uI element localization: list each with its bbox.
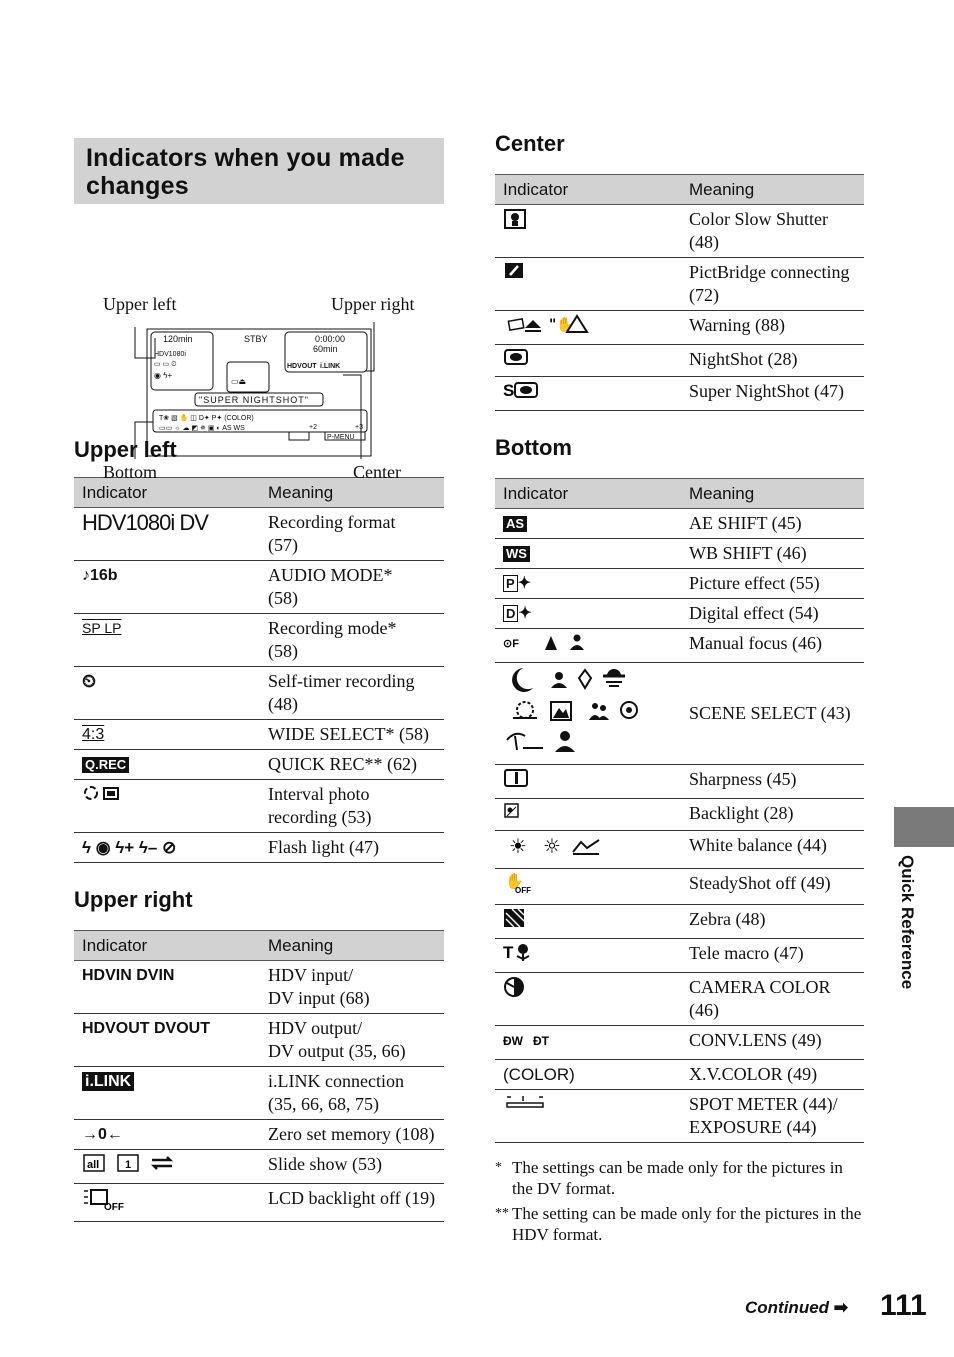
table-row — [495, 539, 864, 569]
backlight-icon — [495, 799, 681, 831]
table-row: (COLOR) X.V.COLOR (49) — [495, 1060, 864, 1090]
table-cell-meaning: Flash light (47) — [260, 833, 444, 863]
svg-text:T❀ ▧ ✋ ◫ D✦ P✦ (COLOR): T❀ ▧ ✋ ◫ D✦ P✦ (COLOR) — [159, 415, 254, 422]
sharpness-icon — [495, 765, 681, 799]
continued-link[interactable] — [745, 1298, 848, 1318]
self-timer-icon: ⏲ — [74, 667, 260, 720]
continued-label: Continued — [745, 1298, 830, 1317]
table-cell-meaning: Sharpness (45) — [681, 765, 864, 799]
diagram-label-bottom: Bottom — [103, 462, 158, 482]
svg-text:S: S — [503, 381, 515, 400]
table-cell-meaning: Tele macro (47) — [681, 939, 864, 973]
svg-text:☼: ☼ — [543, 834, 561, 858]
table-row — [495, 799, 864, 831]
svg-text:⊙F: ⊙F — [503, 638, 519, 650]
table-cell-meaning: SCENE SELECT (43) — [681, 663, 864, 765]
diagram-counter-text: 0:00:00 — [315, 334, 346, 344]
table-row — [74, 833, 444, 863]
table-cell-meaning: Interval photo recording (53) — [260, 780, 444, 833]
zero-set-memory-icon: →0← — [74, 1120, 260, 1150]
table-cell-meaning: i.LINK connection (35, 66, 68, 75) — [260, 1067, 444, 1120]
camera-color-icon — [495, 973, 681, 1026]
page-number: 111 — [880, 1289, 927, 1322]
table-cell-meaning: Recording format (57) — [260, 508, 444, 561]
table-row — [495, 1026, 864, 1060]
table-cell-meaning: SPOT METER (44)/ EXPOSURE (44) — [681, 1090, 864, 1143]
header-indicator: Indicator — [74, 478, 260, 508]
svg-text:✋: ✋ — [505, 872, 524, 890]
table-row: P ✦ Picture effect (55) — [495, 569, 864, 599]
wide-select-icon: 4:3 — [74, 720, 260, 750]
bottom-table — [495, 478, 864, 1143]
scene-select-icons — [495, 663, 681, 765]
table-row — [495, 973, 864, 1026]
hdv-dv-output-icon: HDVOUT DVOUT — [74, 1014, 260, 1067]
table-cell-meaning: Manual focus (46) — [681, 629, 864, 663]
hdv-dv-input-icon: HDVIN DVIN — [74, 961, 260, 1014]
super-nightshot-icon — [495, 377, 681, 411]
table-row — [74, 780, 444, 833]
svg-text:OFF: OFF — [104, 1202, 124, 1211]
zebra-icon — [495, 905, 681, 939]
ae-shift-icon: AS — [503, 516, 527, 532]
table-row — [74, 614, 444, 667]
footnote-text: The setting can be made only for the pictures in the HDV format. — [512, 1204, 862, 1244]
table-row — [495, 905, 864, 939]
diagram-stby-text: STBY — [244, 334, 268, 344]
table-row — [495, 377, 864, 411]
table-row — [74, 720, 444, 750]
table-cell-meaning: PictBridge connecting (72) — [681, 258, 864, 311]
svg-text:ĐW: ĐW — [503, 1034, 523, 1048]
nightshot-icon — [495, 345, 681, 377]
table-row — [74, 508, 444, 561]
table-cell-meaning: Backlight (28) — [681, 799, 864, 831]
slide-show-icons — [74, 1150, 260, 1184]
diagram-ilink-text: i.LINK — [320, 363, 341, 370]
xv-color-icon: COLOR — [508, 1065, 570, 1084]
table-row: D ✦ Digital effect (54) — [495, 599, 864, 629]
table-row — [74, 667, 444, 720]
right-column — [495, 128, 864, 1249]
wb-shift-icon: WS — [503, 546, 530, 562]
svg-text:◉ ϟ+: ◉ ϟ+ — [154, 371, 173, 380]
upper-right-table — [74, 930, 444, 1222]
main-heading: Indicators when you made changes — [74, 138, 444, 204]
lcd-diagram — [74, 204, 444, 482]
table-row — [495, 205, 864, 258]
table-cell-meaning: HDV input/ DV input (68) — [260, 961, 444, 1014]
table-row — [74, 1184, 444, 1222]
header-indicator: Indicator — [495, 479, 681, 509]
svg-text:☀: ☀ — [509, 834, 527, 858]
diagram-ae-value: +2 — [309, 424, 317, 431]
table-row — [74, 1014, 444, 1067]
footnotes — [495, 1157, 864, 1245]
upper-left-table — [74, 477, 444, 863]
table-row — [495, 311, 864, 345]
table-cell-meaning: Self-timer recording (48) — [260, 667, 444, 720]
table-row — [74, 750, 444, 780]
lcd-backlight-off-icon — [74, 1184, 260, 1222]
table-row — [495, 663, 864, 765]
diagram-battery-text: 120min — [163, 334, 193, 344]
recording-mode-icon: SP LP — [74, 614, 260, 667]
table-cell-meaning: X.V.COLOR (49) — [681, 1060, 864, 1090]
header-meaning: Meaning — [681, 175, 864, 205]
table-cell-meaning: HDV output/ DV output (35, 66) — [260, 1014, 444, 1067]
footnote-text: The settings can be made only for the pictures in the DV format. — [512, 1158, 843, 1198]
table-row — [74, 961, 444, 1014]
center-table — [495, 174, 864, 411]
table-row — [495, 345, 864, 377]
footnote-mark: * — [495, 1160, 502, 1175]
table-row — [74, 1120, 444, 1150]
svg-text:OFF: OFF — [515, 886, 531, 894]
table-cell-meaning: SteadyShot off (49) — [681, 869, 864, 905]
svg-text:ĐT: ĐT — [533, 1034, 549, 1048]
table-cell-meaning: Recording mode* (58) — [260, 614, 444, 667]
flash-light-icons: ϟ ◉ ϟ+ ϟ– ⊘ — [74, 833, 260, 863]
table-cell-meaning: AE SHIFT (45) — [681, 509, 864, 539]
steadyshot-off-icon — [495, 869, 681, 905]
header-meaning: Meaning — [260, 478, 444, 508]
quick-reference-label-wrap — [896, 855, 920, 1005]
table-row — [495, 1090, 864, 1143]
table-cell-meaning: Slide show (53) — [260, 1150, 444, 1184]
footnote — [495, 1203, 864, 1245]
arrow-right-icon: ➡ — [833, 1298, 849, 1317]
digital-effect-icon: D — [503, 605, 518, 622]
manual-focus-icons — [495, 629, 681, 663]
table-row — [495, 831, 864, 869]
table-cell-meaning: Color Slow Shutter (48) — [681, 205, 864, 258]
table-cell-meaning: CAMERA COLOR (46) — [681, 973, 864, 1026]
header-meaning: Meaning — [260, 931, 444, 961]
header-indicator: Indicator — [74, 931, 260, 961]
table-cell-meaning: WB SHIFT (46) — [681, 539, 864, 569]
table-cell-meaning: WIDE SELECT* (58) — [260, 720, 444, 750]
svg-text:1: 1 — [125, 1159, 132, 1171]
diagram-label-center: Center — [353, 462, 401, 482]
bottom-title: Bottom — [495, 435, 572, 460]
table-cell-meaning: Picture effect (55) — [681, 569, 864, 599]
diagram-pmenu-text: P-MENU — [327, 434, 355, 441]
svg-text:▭▭ ☼ ☁ ◩ ✵ ▣ ◐ AS WS: ▭▭ ☼ ☁ ◩ ✵ ▣ ◐ AS WS — [159, 425, 245, 432]
quick-reference-tab — [894, 807, 954, 847]
center-title: Center — [495, 131, 565, 156]
table-cell-meaning: LCD backlight off (19) — [260, 1184, 444, 1222]
lcd-screen-illustration — [129, 322, 379, 462]
table-cell-meaning: Super NightShot (47) — [681, 377, 864, 411]
table-row — [495, 258, 864, 311]
diagram-hdvout-text: HDVOUT — [287, 363, 317, 370]
recording-format-icon: HDV1080i DV — [74, 508, 260, 561]
table-cell-meaning: NightShot (28) — [681, 345, 864, 377]
spot-meter-icon — [495, 1090, 681, 1143]
svg-text:"✋: "✋ — [549, 317, 574, 333]
diagram-ws-value: +3 — [355, 424, 363, 431]
table-cell-meaning: Zebra (48) — [681, 905, 864, 939]
table-cell-meaning: AUDIO MODE* (58) — [260, 561, 444, 614]
table-cell-meaning: White balance (44) — [681, 831, 864, 869]
table-row — [74, 1150, 444, 1184]
table-cell-meaning: Digital effect (54) — [681, 599, 864, 629]
footnote-mark: ** — [495, 1206, 509, 1221]
table-row — [74, 561, 444, 614]
white-balance-icons — [495, 831, 681, 869]
table-cell-meaning: QUICK REC** (62) — [260, 750, 444, 780]
interval-photo-icon — [74, 780, 260, 833]
upper-right-title: Upper right — [74, 887, 193, 912]
tele-macro-icon — [495, 939, 681, 973]
picture-effect-icon: P — [503, 575, 518, 592]
table-row — [495, 869, 864, 905]
quick-reference-label: Quick Reference — [898, 855, 917, 990]
table-row — [495, 509, 864, 539]
table-row — [495, 939, 864, 973]
footnote — [495, 1157, 864, 1199]
svg-text:▭ ▭ ⏲: ▭ ▭ ⏲ — [154, 361, 177, 368]
diagram-label-upper-right: Upper right — [331, 294, 415, 314]
table-row — [495, 629, 864, 663]
svg-text:T: T — [503, 943, 514, 962]
table-cell-meaning: Warning (88) — [681, 311, 864, 345]
table-cell-meaning: Zero set memory (108) — [260, 1120, 444, 1150]
warning-icons — [495, 311, 681, 345]
conv-lens-icons — [495, 1026, 681, 1060]
table-row — [74, 1067, 444, 1120]
quick-rec-icon: Q.REC — [82, 757, 129, 773]
diagram-remain-text: 60min — [313, 344, 338, 354]
upper-left-title: Upper left — [74, 437, 177, 462]
header-meaning: Meaning — [681, 479, 864, 509]
table-row — [495, 765, 864, 799]
pictbridge-icon — [495, 258, 681, 311]
header-indicator: Indicator — [495, 175, 681, 205]
diagram-super-nightshot-text: "SUPER NIGHTSHOT" — [199, 395, 309, 405]
left-column — [74, 138, 444, 1222]
diagram-label-upper-left: Upper left — [103, 294, 177, 314]
audio-mode-icon: ♪16b — [74, 561, 260, 614]
diagram-format-text: HDV1080i — [154, 351, 186, 358]
svg-text:▭⏏: ▭⏏ — [231, 377, 247, 386]
ilink-icon: i.LINK — [82, 1072, 134, 1091]
svg-text:all: all — [87, 1159, 100, 1171]
color-slow-shutter-icon — [495, 205, 681, 258]
table-cell-meaning: CONV.LENS (49) — [681, 1026, 864, 1060]
